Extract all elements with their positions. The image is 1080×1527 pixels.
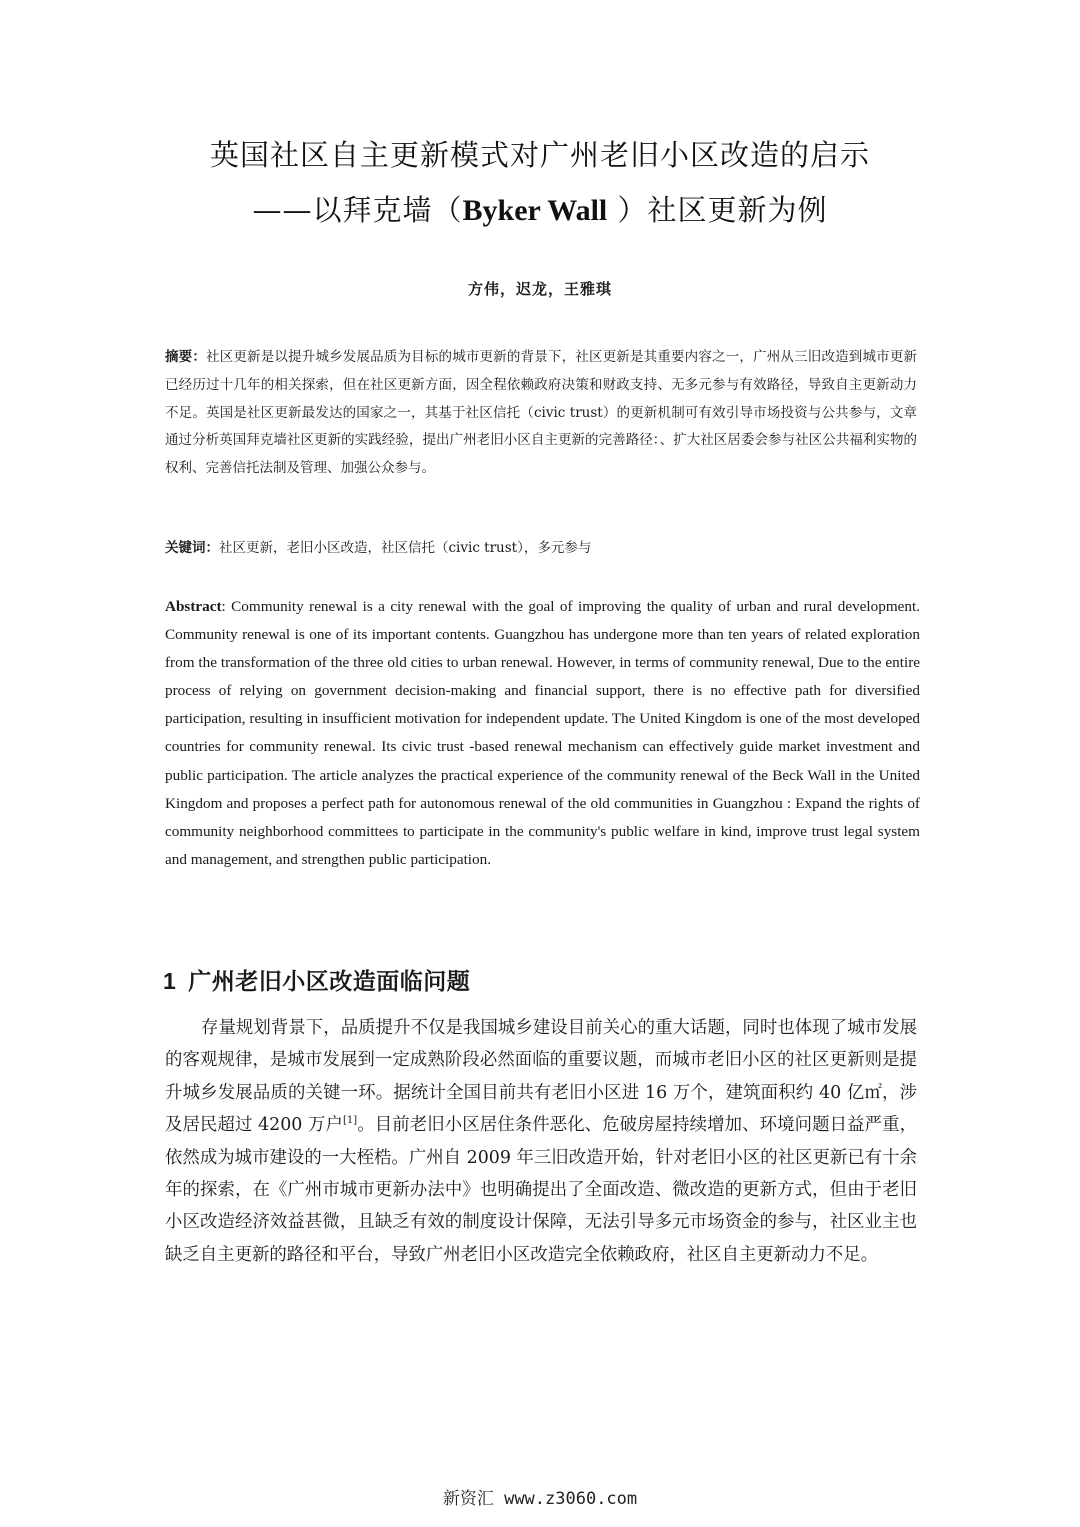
title-line-2-suffix: ）社区更新为例 [607, 193, 828, 227]
title-line-2 [0, 188, 1080, 229]
section-1-heading [163, 963, 470, 996]
chinese-abstract-text: 社区更新是以提升城乡发展品质为目标的城市更新的背景下，社区更新是其重要内容之一，广州从三旧改造到城市更新已经历过十几年的相关探索，但在社区更新方面，因全程依赖政府决策和财政支持、无多元参与有效路径，导致自主更新动力不足。英国是社区更新最发达的国家之一，其基于社区信托（civic trust）的更新机制可有效引导市场投资与公共参与，文章通过分析英国拜克墙社区更新的实践经验，提出广州老旧小区自主更新的完善路径：、扩大社区居委会参与社区公共福利实物的权利、完善信托法制及管理、加强公众参与。 [165, 349, 918, 477]
citation-ref[interactable]: [1] [342, 1115, 358, 1127]
chinese-abstract-label: 摘要： [165, 349, 207, 365]
chinese-keywords-text: 社区更新，老旧小区改造，社区信托（civic trust），多元参与 [219, 540, 592, 556]
title-line-2-english: Byker Wall [462, 194, 608, 227]
title-line-1: 英国社区自主更新模式对广州老旧小区改造的启示 [209, 138, 870, 172]
section-1-paragraph [165, 1012, 917, 1271]
english-abstract-label: Abstract [165, 598, 222, 615]
chinese-keywords-label: 关键词： [165, 540, 219, 556]
section-1-paragraph-part-2: 。目前老旧小区居住条件恶化、危破房屋持续增加、环境问题日益严重，依然成为城市建设的一大桎梏。广州自 2009 年三旧改造开始，针对老旧小区的社区更新已有十余年的探索，在《广州市城市更新办法中》也明确提出了全面改造、微改造的更新方式，但由于老旧小区改造经济效益甚微，且缺乏有效的制度设计保障，无法引导多元市场资金的参与，社区业主也缺乏自主更新的路径和平台，导致广州老旧小区改造完全依赖政府，社区自主更新动力不足。 [165, 1115, 917, 1265]
english-abstract [165, 593, 920, 874]
chinese-abstract [165, 344, 917, 483]
chinese-keywords [165, 535, 917, 563]
section-1-paragraph-part-1: 存量规划背景下，品质提升不仅是我国城乡建设目前关心的重大话题，同时也体现了城市发展的客观规律，是城市发展到一定成熟阶段必然面临的重要议题，而城市老旧小区的社区更新则是提升城乡发展品质的关键一环。据统计全国目前共有老旧小区进 16 万个，建筑面积约 40 亿㎡，涉及居民超过 4200 万户 [165, 1018, 917, 1136]
section-1-number: 1 [163, 968, 177, 994]
authors: 方伟，迟龙，王雅琪 [467, 280, 612, 298]
footer-watermark: 新资汇 www.z3060.com [442, 1489, 638, 1509]
section-1-title: 广州老旧小区改造面临问题 [188, 969, 471, 995]
english-abstract-text: : Community renewal is a city renewal with the goal of improving the quality of urban and rural development. Community renewal is one of its important contents. Guangzhou has undergone more than ten years of related exploration from the transformation of the three old cities to urban renewal. However, in terms of community renewal, Due to the entire process of relying on government decision-making and financial support, there is no effective path for diversified participation, resulting in insufficient motivation for independent update. The United Kingdom is one of the most developed countries for community renewal. Its civic trust -based renewal mechanism can effectively guide market investment and public participation. The article analyzes the practical experience of the community renewal of the Beck Wall in the United Kingdom and proposes a perfect path for autonomous renewal of the old communities in Guangzhou : Expand the rights of community neighborhood committees to participate in the community's public welfare in kind, improve trust legal system and management, and strengthen public participation. [165, 598, 920, 868]
title-line-2-prefix: ——以拜克墙（ [252, 193, 463, 227]
